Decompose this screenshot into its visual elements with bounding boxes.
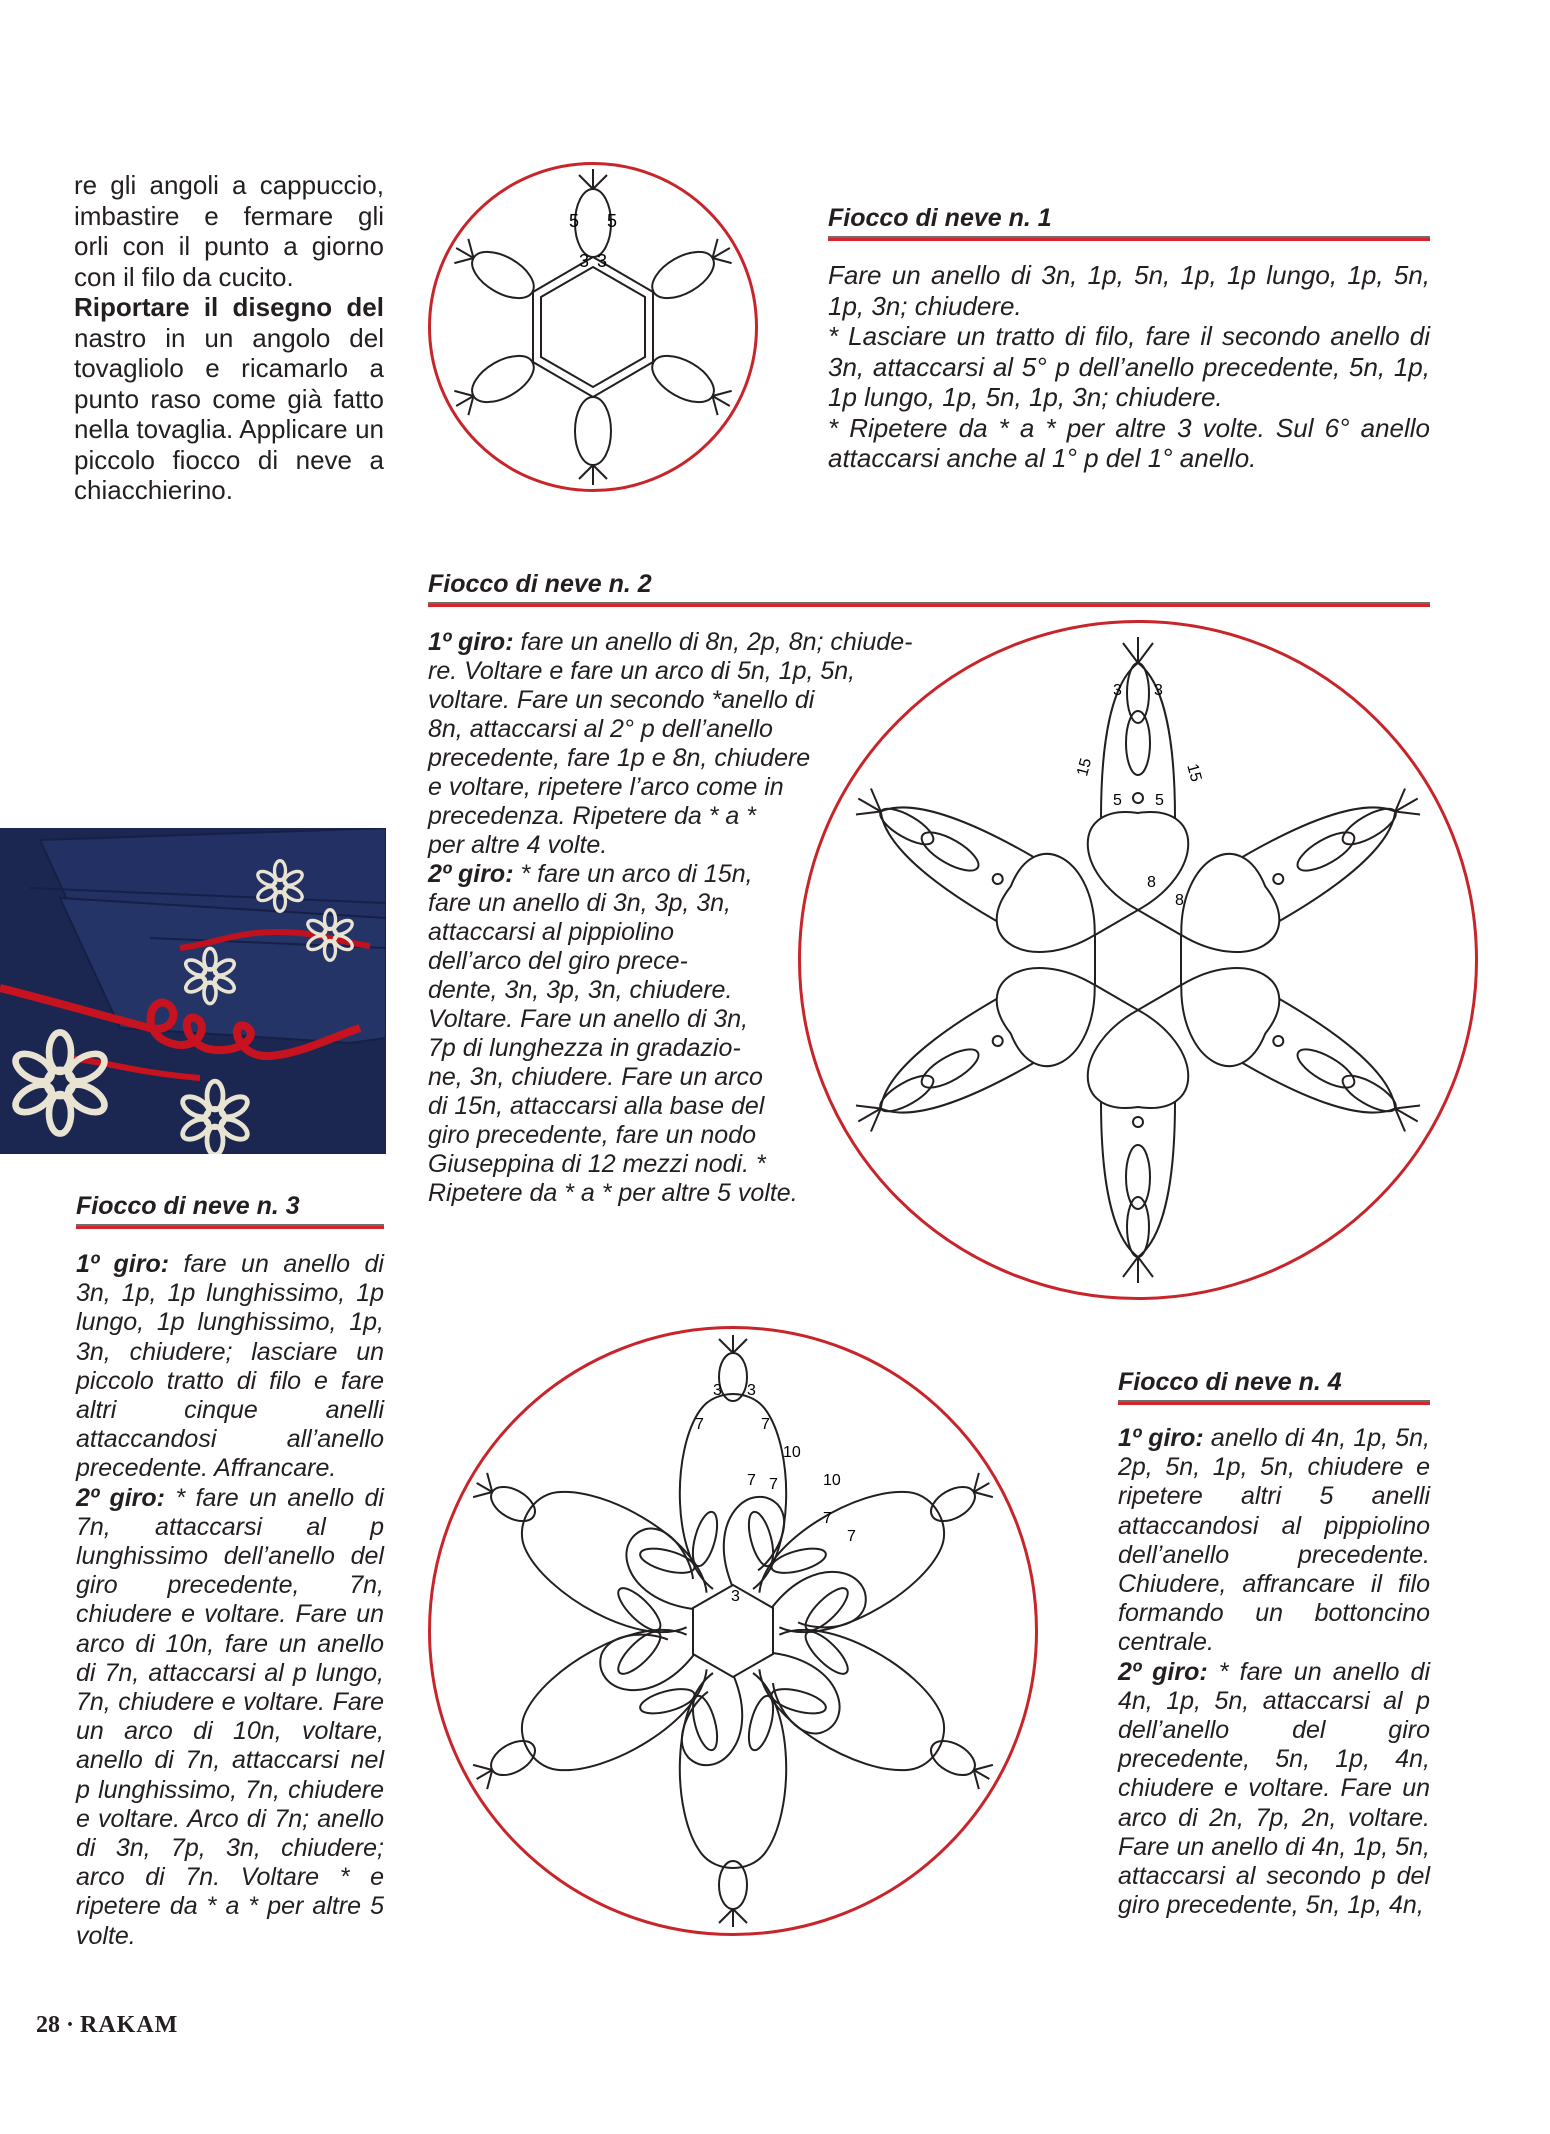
- instruction-line: 8n, attaccarsi al 2° p dell’anello: [428, 715, 773, 743]
- instruction-line: voltare. Fare un secondo *anello di: [428, 686, 815, 714]
- snowflake-3-diagram: [431, 1329, 1035, 1933]
- intro-rest: nastro in un angolo del tovagliolo e ricamarlo a punto raso come già fatto nella tovaglia. Applicare un piccolo fiocco di neve a chiacchierino.: [74, 322, 384, 505]
- diagram-label: 7: [769, 1476, 778, 1493]
- snowflake-4-instructions: [1118, 1424, 1430, 1920]
- instruction-line: precedente, fare 1p e 8n, chiudere: [428, 744, 811, 772]
- instruction-line: Giuseppina di 12 mezzi nodi. *: [428, 1150, 766, 1178]
- snowflake-1-heading: Fiocco di neve n. 1: [828, 202, 1430, 238]
- diagram-label: 7: [761, 1416, 770, 1433]
- round-label: 1º giro:: [76, 1250, 170, 1278]
- diagram-label: 8: [1147, 874, 1156, 891]
- diagram-label: 3: [731, 1588, 740, 1605]
- diagram-label: 8: [1175, 892, 1184, 909]
- footer-separator: ·: [66, 2012, 75, 2038]
- instruction-line: Ripetere da * a * per altre 5 volte.: [428, 1179, 798, 1207]
- intro-bold: Riportare il disegno del: [74, 292, 384, 322]
- instruction-text: fare un anello di 3n, 1p, 1p lunghissimo, 1p lungo, 1p lunghissimo, 1p, 3n, chiudere; lasciare un piccolo tratto di filo e fare altri cinque anelli attaccandosi all’anello precedente. Affrancare.: [76, 1250, 384, 1483]
- diagram-label: 3: [713, 1382, 722, 1399]
- intro-line: re gli angoli a cappuccio,: [74, 170, 384, 200]
- diagram-label: 7: [823, 1510, 832, 1527]
- page-number: 28: [36, 2012, 60, 2038]
- round-label: 2º giro:: [1118, 1657, 1208, 1686]
- instruction-line: dente, 3n, 3p, 3n, chiudere.: [428, 976, 733, 1004]
- instruction-line: di 15n, attaccarsi alla base del: [428, 1092, 765, 1120]
- instruction-paragraph: * Lasciare un tratto di filo, fare il secondo anello di 3n, attaccarsi al 5° p dell’anello precedente, 5n, 1p, 1p lungo, 1p, 5n, 1p, 3n; chiudere.: [828, 321, 1430, 412]
- instruction-paragraph: Fare un anello di 3n, 1p, 5n, 1p, 1p lungo, 1p, 5n, 1p, 3n; chiudere.: [828, 260, 1430, 321]
- diagram-label: 3: [597, 251, 608, 271]
- diagram-label: 3: [1113, 682, 1122, 699]
- diagram-label: 7: [695, 1416, 704, 1433]
- diagram-label: 3: [747, 1382, 756, 1399]
- snowflake-1-diagram-circle: [428, 162, 758, 492]
- instruction-line: fare un anello di 8n, 2p, 8n; chiude-: [513, 628, 913, 656]
- instruction-line: dell’arco del giro prece-: [428, 947, 688, 975]
- instruction-line: 7p di lunghezza in gradazio-: [428, 1034, 741, 1062]
- snowflake-4-heading: Fiocco di neve n. 4: [1118, 1366, 1430, 1402]
- snowflake-2-heading: Fiocco di neve n. 2: [428, 568, 1430, 604]
- round-label: 1º giro:: [1118, 1424, 1204, 1452]
- diagram-label: 7: [747, 1472, 756, 1489]
- intro-line: orli con il punto a giorno: [74, 231, 384, 261]
- diagram-label: 15: [1074, 756, 1096, 779]
- snowflake-1-diagram: [431, 165, 755, 489]
- magazine-name: RAKAM: [80, 2012, 179, 2038]
- page-footer: [36, 2012, 178, 2039]
- intro-line: con il filo da cucito.: [74, 261, 294, 292]
- diagram-label: 3: [579, 251, 590, 271]
- instruction-line: e voltare, ripetere l’arco come in: [428, 773, 784, 801]
- diagram-label: 10: [783, 1444, 801, 1461]
- instruction-line: ne, 3n, chiudere. Fare un arco: [428, 1063, 763, 1091]
- intro-line: imbastire e fermare gli: [74, 200, 384, 231]
- instruction-line: re. Voltare e fare un arco di 5n, 1p, 5n,: [428, 657, 856, 685]
- instruction-line: per altre 4 volte.: [428, 831, 608, 859]
- snowflake-2-instructions: [428, 628, 948, 1208]
- instruction-paragraph: * Ripetere da * a * per altre 3 volte. Sul 6° anello attaccarsi anche al 1° p del 1° anello.: [828, 412, 1430, 473]
- diagram-label: 5: [607, 211, 618, 231]
- instruction-line: fare un anello di 3n, 3p, 3n,: [428, 889, 732, 917]
- diagram-label: 5: [569, 211, 580, 231]
- product-photo: [0, 828, 386, 1154]
- diagram-label: 5: [1155, 792, 1164, 809]
- round-label: 2º giro:: [76, 1483, 166, 1512]
- instruction-text: * fare un anello di 7n, attaccarsi al p lunghissimo dell’anello del giro precedente, 7n, chiudere e voltare. Fare un arco di 10n, fare un anello di 7n, attaccarsi al p lungo, 7n, chiudere e voltare. Fare un arco di 10n, voltare, anello di 7n, attaccarsi nel p lunghissimo, 7n, chiudere e voltare. Arco di 7n; anello di 3n, 7p, 3n, chiudere; arco di 7n. Voltare * e ripetere da * a * per altre 5 volte.: [76, 1483, 384, 1950]
- diagram-label: 15: [1183, 762, 1205, 784]
- instruction-line: precedenza. Ripetere da * a *: [428, 802, 756, 830]
- snowflake-3-instructions: [76, 1250, 384, 1951]
- diagram-label: 5: [1113, 792, 1122, 809]
- diagram-label: 7: [847, 1528, 856, 1545]
- instruction-line: attaccarsi al pippiolino: [428, 918, 674, 946]
- diagram-label: 3: [1154, 682, 1163, 699]
- diagram-label: 10: [823, 1472, 841, 1489]
- instruction-line: * fare un arco di 15n,: [513, 860, 753, 888]
- instruction-line: Voltare. Fare un anello di 3n,: [428, 1005, 749, 1033]
- snowflake-3-heading: Fiocco di neve n. 3: [76, 1190, 384, 1226]
- instruction-line: giro precedente, fare un nodo: [428, 1121, 757, 1149]
- instruction-text: * fare un anello di 4n, 1p, 5n, attaccarsi al p dell’anello del giro precedente, 5n, 1p, 4n, chiudere e voltare. Fare un arco di 2n, 7p, 2n, voltare. Fare un anello di 4n, 1p, 5n, attaccarsi al secondo p del giro precedente, 5n, 1p, 4n,: [1118, 1657, 1430, 1920]
- intro-text: [74, 170, 384, 506]
- round-label: 1º giro:: [428, 628, 514, 656]
- snowflake-1-instructions: [828, 260, 1430, 474]
- instruction-text: anello di 4n, 1p, 5n, 2p, 5n, 1p, 5n, chiudere e ripetere altri 5 anelli attaccandosi al pippiolino dell’anello precedente. Chiudere, affrancare il filo formando un bottoncino centrale.: [1118, 1424, 1431, 1657]
- round-label: 2º giro:: [428, 860, 514, 888]
- snowflake-3-diagram-circle: [428, 1326, 1038, 1936]
